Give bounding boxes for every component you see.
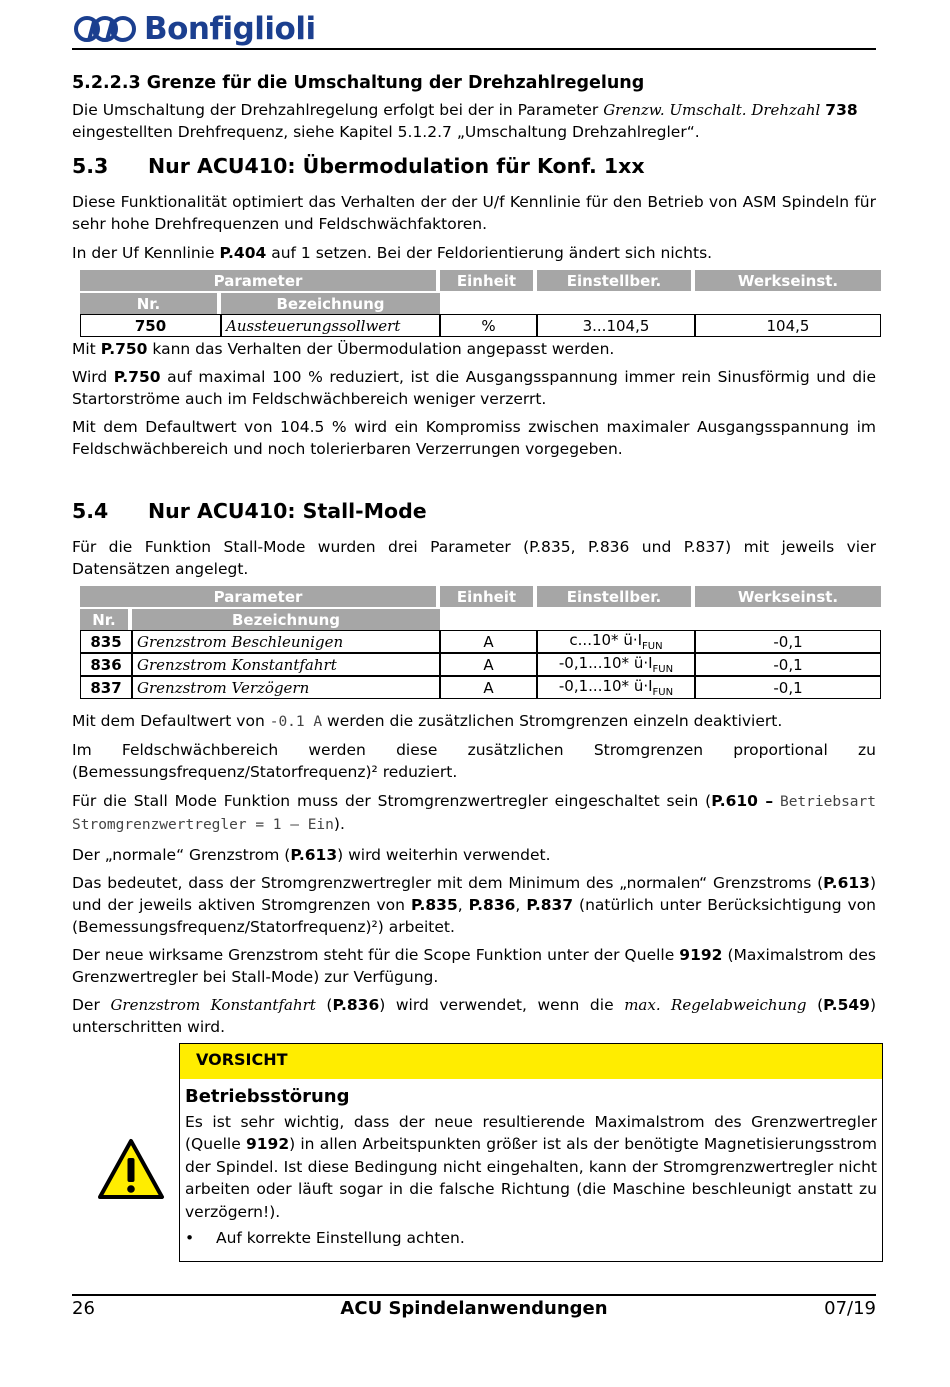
- row-nr: 837: [80, 676, 132, 699]
- footer-rule: [72, 1294, 876, 1296]
- row-unit: A: [440, 676, 537, 699]
- paragraph-5-4-p836: Der Grenzstrom Konstantfahrt (P.836) wird verwendet, wenn die max. Regelabweichung (P.549) unterschritten wird.: [72, 996, 876, 1036]
- warning-label: VORSICHT: [196, 1050, 288, 1069]
- header-werkseinst: Werkseinst.: [695, 586, 881, 607]
- paragraph-5-2-2-3: Die Umschaltung der Drehzahlregelung erfolgt bei der in Parameter Grenzw. Umschalt. Drehzahl 738 eingestellten Drehfrequenz, siehe Kapitel 5.1.2.7 „Umschaltung Drehzahlregler“.: [72, 101, 858, 141]
- paragraph-5-4-intro: Für die Funktion Stall-Mode wurden drei Parameter (P.835, P.836 und P.837) mit jeweils vier Datensätzen angelegt.: [72, 538, 876, 578]
- paragraph-5-4-feldschwaech: Im Feldschwächbereich werden diese zusätzlichen Stromgrenzen proportional zu (Bemessungsfrequenz/Statorfrequenz)² reduziert.: [72, 741, 876, 781]
- paragraph-5-3-intro: Diese Funktionalität optimiert das Verhalten der der U/f Kennlinie für den Betrieb von ASM Spindeln für sehr hohe Drehfrequenzen und Feldschwächfaktoren.: [72, 193, 876, 233]
- paragraph-5-4-scope: Der neue wirksame Grenzstrom steht für die Scope Funktion unter der Quelle 9192 (Maximalstrom des Grenzwertregler bei Stall-Mode) zur Verfügung.: [72, 946, 877, 986]
- param-number: 738: [825, 101, 858, 119]
- row-range: 3...104,5: [537, 314, 695, 337]
- warning-title: Betriebsstörung: [185, 1086, 350, 1107]
- header-bezeichnung: Bezeichnung: [132, 607, 440, 630]
- paragraph-5-3-p404: In der Uf Kennlinie P.404 auf 1 setzen. Bei der Feldorientierung ändert sich nichts.: [72, 244, 713, 262]
- row-default: -0,1: [695, 653, 881, 676]
- brand-logo: [72, 10, 316, 48]
- header-einheit: Einheit: [440, 270, 537, 291]
- table-row: [80, 676, 881, 699]
- row-unit: %: [440, 314, 537, 337]
- row-name: Grenzstrom Beschleunigen: [132, 630, 440, 653]
- table-row: [80, 314, 881, 337]
- warning-bullet: • Auf korrekte Einstellung achten.: [185, 1229, 465, 1247]
- warning-body: [185, 1080, 877, 1250]
- table-row: [80, 653, 881, 676]
- header-nr: Nr.: [80, 291, 221, 314]
- param-name: Grenzw. Umschalt. Drehzahl: [603, 101, 821, 119]
- row-name: Grenzstrom Verzögern: [132, 676, 440, 699]
- warning-triangle-icon: [97, 1138, 165, 1200]
- table-row: [80, 630, 881, 653]
- paragraph-5-4-default: Mit dem Defaultwert von -0.1 A werden die zusätzlichen Stromgrenzen einzeln deaktiviert.: [72, 712, 783, 730]
- warning-header: [180, 1044, 882, 1079]
- paragraph-5-3-p750: Mit P.750 kann das Verhalten der Übermodulation angepasst werden.: [72, 340, 615, 358]
- warning-box: [179, 1043, 883, 1262]
- paragraph-5-4-p610: Für die Stall Mode Funktion muss der Stromgrenzwertregler eingeschaltet sein (P.610 – Betriebsart Stromgrenzwertregler = 1 – Ein).: [72, 792, 876, 833]
- paragraph-5-3-reduce: Wird P.750 auf maximal 100 % reduziert, ist die Ausgangsspannung immer rein Sinusförmig und die Startorströme auch im Feldschwächbereich weniger verzerrt.: [72, 368, 876, 408]
- header-einstellber: Einstellber.: [537, 270, 695, 291]
- row-default: 104,5: [695, 314, 881, 337]
- page-number: 26: [72, 1298, 95, 1319]
- header-parameter: Parameter: [80, 586, 440, 607]
- row-unit: A: [440, 653, 537, 676]
- header-einheit: Einheit: [440, 586, 537, 607]
- document-title: ACU Spindelanwendungen: [340, 1298, 608, 1319]
- parameter-table-1: [80, 270, 881, 337]
- heading-5-4: 5.4 Nur ACU410: Stall-Mode: [72, 499, 427, 523]
- bonfiglioli-logo-icon: [72, 14, 138, 44]
- row-name: Grenzstrom Konstantfahrt: [132, 653, 440, 676]
- header-bezeichnung: Bezeichnung: [221, 291, 440, 314]
- row-default: -0,1: [695, 676, 881, 699]
- header-einstellber: Einstellber.: [537, 586, 695, 607]
- header-nr: Nr.: [80, 607, 132, 630]
- brand-name: Bonfiglioli: [144, 11, 316, 47]
- heading-5-3: 5.3 Nur ACU410: Übermodulation für Konf. 1xx: [72, 154, 645, 178]
- paragraph-5-4-p613: Der „normale“ Grenzstrom (P.613) wird weiterhin verwendet.: [72, 846, 551, 864]
- row-name: Aussteuerungssollwert: [221, 314, 440, 337]
- row-nr: 750: [80, 314, 221, 337]
- row-nr: 835: [80, 630, 132, 653]
- document-date: 07/19: [824, 1298, 876, 1319]
- header-parameter: Parameter: [80, 270, 440, 291]
- row-range: c...10* $ü\cdot I_{FUN}$: [537, 630, 695, 653]
- header-werkseinst: Werkseinst.: [695, 270, 881, 291]
- parameter-table-2: [80, 586, 881, 699]
- paragraph-5-4-minimum: Das bedeutet, dass der Stromgrenzwertregler mit dem Minimum des „normalen“ Grenzstroms (P.613) und der jeweils aktiven Stromgrenzen von P.835, P.836, P.837 (natürlich unter Berücksichtigung von (Bemessungsfrequenz/Statorfrequenz)²) arbeitet.: [72, 874, 876, 936]
- header-rule: [72, 48, 876, 50]
- paragraph-5-3-default: Mit dem Defaultwert von 104.5 % wird ein Kompromiss zwischen maximaler Ausgangsspannung im Feldschwächbereich und noch tolerierbaren Verzerrungen vorgegeben.: [72, 418, 876, 458]
- row-range: -0,1...10* $ü\cdot I_{FUN}$: [537, 676, 695, 699]
- row-default: -0,1: [695, 630, 881, 653]
- heading-5-2-2-3: 5.2.2.3 Grenze für die Umschaltung der Drehzahlregelung: [72, 73, 645, 93]
- row-nr: 836: [80, 653, 132, 676]
- row-range: -0,1...10* $ü\cdot I_{FUN}$: [537, 653, 695, 676]
- warning-text: Es ist sehr wichtig, dass der neue resultierende Maximalstrom des Grenzwertregler (Quelle 9192) in allen Arbeitspunkten größer ist als der benötigte Magnetisierungsstrom der Spindel. Ist diese Bedingung nicht eingehalten, kann der Stromgrenzwertregler nicht arbeiten oder läuft sogar in die falsche Richtung (die Maschine beschleunigt anstatt zu verzögern!).: [185, 1112, 878, 1221]
- footer: [72, 1298, 876, 1322]
- row-unit: A: [440, 630, 537, 653]
